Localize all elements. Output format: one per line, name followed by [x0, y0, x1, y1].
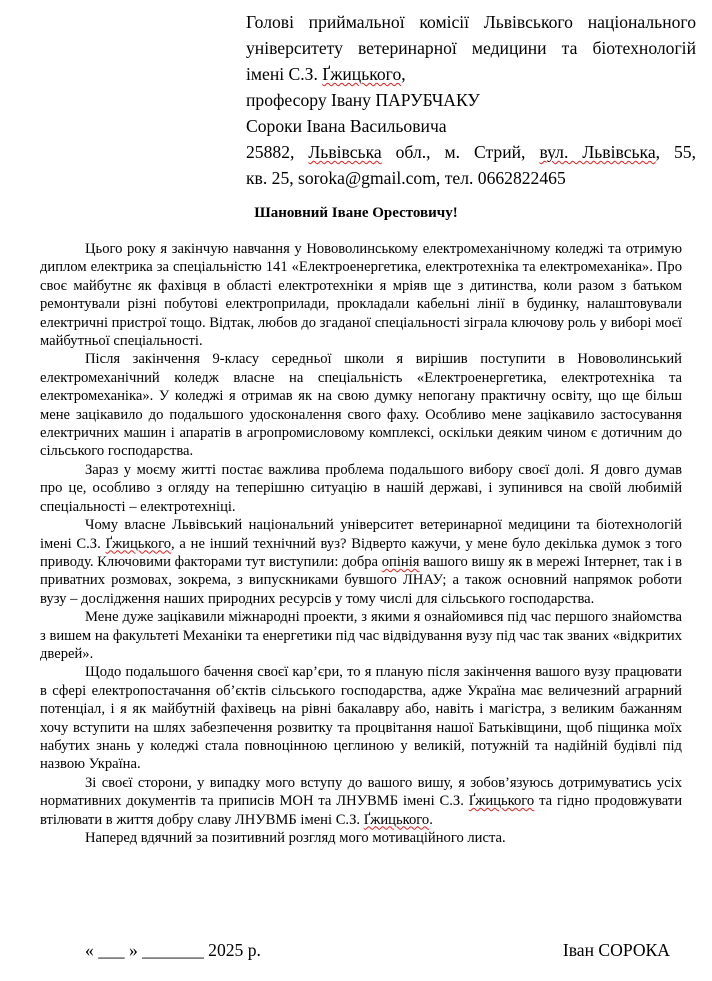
sender-address-city: обл., м. Стрий, — [381, 142, 540, 162]
addressee-line-4: професору Івану ПАРУБЧАКУ — [246, 90, 480, 110]
addressee-line-3-comma: , — [401, 64, 406, 84]
sender-address-number: , 55, — [655, 142, 696, 162]
sender-name: Сороки Івана Васильовича — [246, 116, 447, 136]
addressee-block — [246, 9, 696, 191]
paragraph-6: Щодо подальшого бачення своєї кар’єри, то я планую після закінчення вашого вузу працювати в сфері електропостачання об’єктів сільського господарства, адже Україна має величезний аграрний потенціал, і я як майбутній фахівець на рівні бакалавру або, навіть і магістра, з великим бажанням хочу вступити на шлях забезпечення розвитку та процвітання нашої Батьківщини, щоб піщинка моїх набутих знань у коледжі стала повноцінною цеглиною у великій, потужній та надійній будівлі під назвою Україна. — [40, 664, 682, 773]
addressee-line-3 — [246, 61, 696, 87]
addressee-line-1: Голові приймальної комісії Львівського національного — [246, 12, 696, 32]
salutation: Шановний Іване Орестовичу! — [254, 205, 458, 221]
spellcheck-word: опінія — [381, 553, 420, 570]
paragraph-7-text-c: . — [429, 811, 433, 828]
paragraph-8: Наперед вдячний за позитивний розгляд мого мотиваційного листа. — [85, 830, 506, 846]
sender-address-zip: 25882, — [246, 142, 309, 162]
paragraph-7-text-b: та гідно продовжувати втілювати в життя добру славу ЛНУВМБ імені С.З. — [40, 793, 682, 828]
spellcheck-word: Ґжицького — [363, 811, 430, 828]
sender-contacts: кв. 25, soroka@gmail.com, тел. 0662822465 — [246, 168, 566, 188]
addressee-line-2: університету ветеринарної медицини та біотехнологій — [246, 38, 696, 58]
letter-body — [40, 240, 682, 847]
addressee-line-3-text: імені С.З. — [246, 64, 323, 84]
paragraph-2: Після закінчення 9-класу середньої школи я вирішив поступити в Нововолинський електромеханічний коледж власне на спеціальність «Електроенергетика, електротехніка та електромеханіка». У коледжі я отримав як на свою думку непогану практичну освіту, що ще більш мене зацікавило до подальшого удосконалення свого фаху. Особливо мене зацікавило застосування електричних машин і апаратів в агропромисловому комплексі, оскільки деяким чином є дотичним до сільського господарства. — [40, 351, 682, 460]
date-placeholder: « ___ » _______ 2025 р. — [85, 940, 261, 960]
spellcheck-word: Львівська — [308, 142, 382, 162]
spellcheck-word: вул. Львівська — [539, 142, 656, 162]
paragraph-7 — [40, 774, 682, 829]
paragraph-7-text-a: Зі своєї сторони, у випадку мого вступу до вашого вишу, я зобов’язуюсь дотримуватись усіх нормативних документів та приписів МОН та ЛНУВМБ імені С.З. — [40, 774, 682, 810]
paragraph-4-text-b: , а не інший технічний вуз? Відверто кажучи, у мене було декілька думок з того приводу. Ключовими факторами тут виступили: добра — [40, 535, 682, 570]
paragraph-5: Мене дуже зацікавили міжнародні проекти, з якими я ознайомився під час першого знайомства з вишем на факультеті Механіки та енергетики під час відвідування вузу під час так званих «відкритих дверей». — [40, 609, 682, 662]
paragraph-3: Зараз у моєму житті постає важлива проблема подальшого вибору своєї долі. Я довго думав про це, особливо з огляду на теперішню ситуацію в нашій державі, і зупинився на своїй любимій спеціальності – електротехніці. — [40, 461, 682, 515]
sender-address — [246, 139, 696, 165]
spellcheck-word: Ґжицького — [105, 535, 171, 552]
paragraph-4-text-c: вашого вишу як в мережі Інтернет, так і в приватних розмовах, зокрема, з випускниками бувшого ЛНАУ; а також основний напрямок роботи вузу – дослідження наших природних ресурсів у тому числі для сільського господарства. — [40, 553, 682, 607]
paragraph-1: Цього року я закінчую навчання у Нововолинському електромеханічному коледжі та отримую диплом електрика за спеціальністю 141 «Електроенергетика, електротехніка та електромеханіка». Про своє майбутнє як фахівця в області електротехніки я мріяв ще з дитинства, коли разом з батьком ремонтували різні побутові електроприлади, прокладали кабельні лінії в будинку, налаштовували електричні пристрої тощо. Відтак, любов до згаданої спеціальності зіграла ключову роль у виборі моєї майбутньої спеціальності. — [40, 241, 682, 350]
signature-name: Іван СОРОКА — [562, 940, 670, 960]
spellcheck-word: Ґжицького — [468, 793, 535, 810]
paragraph-4-text-a: Чому власне Львівський національний університет ветеринарної медицини та біотехнологій імені С.З. — [40, 517, 682, 552]
spellcheck-word: Ґжицького — [322, 64, 402, 84]
paragraph-4 — [40, 516, 682, 608]
